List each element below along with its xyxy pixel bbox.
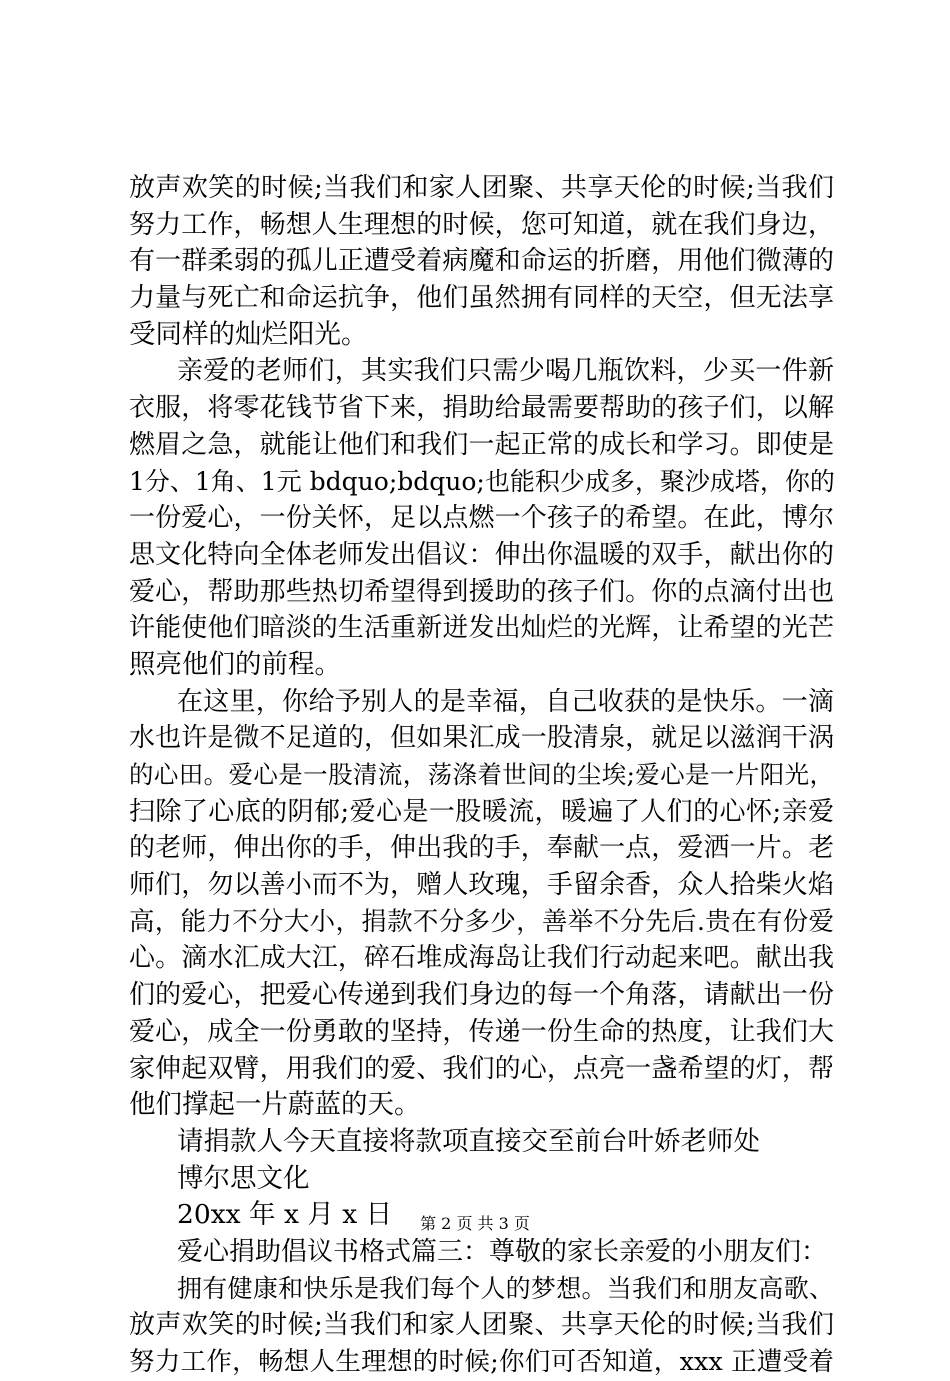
text-line: 在这里，你给予别人的是幸福，自己收获的是快乐。一滴 xyxy=(177,686,834,717)
text-line: 高，能力不分大小，捐款不分多少，善举不分先后.贵在有份爱 xyxy=(129,906,834,937)
page-footer: 第 2 页 共 3 页 xyxy=(420,1214,530,1233)
document-body xyxy=(129,170,834,1381)
text-line: 心。滴水汇成大江，碎石堆成海岛让我们行动起来吧。献出我 xyxy=(129,943,834,974)
text-line: 拥有健康和快乐是我们每个人的梦想。当我们和朋友高歌、 xyxy=(177,1273,834,1303)
text-line: 燃眉之急，就能让他们和我们一起正常的成长和学习。即使是 xyxy=(129,429,834,460)
text-line: 许能使他们暗淡的生活重新迸发出灿烂的光辉，让希望的光芒 xyxy=(129,613,834,644)
text-line: 爱心，成全一份勇敢的坚持，传递一份生命的热度，让我们大 xyxy=(129,1016,834,1047)
text-line: 20xx 年 x 月 x 日 xyxy=(177,1199,393,1231)
text-line: 的心田。爱心是一股清流，荡涤着世间的尘埃;爱心是一片阳光， xyxy=(129,760,834,789)
text-line: 扫除了心底的阴郁;爱心是一股暖流，暖遍了人们的心怀;亲爱 xyxy=(129,796,834,827)
text-line: 水也许是微不足道的，但如果汇成一股清泉，就足以滋润干涡 xyxy=(129,723,834,754)
text-line: 力量与死亡和命运抗争，他们虽然拥有同样的天空，但无法享 xyxy=(129,283,834,314)
text-line: 思文化特向全体老师发出倡议：伸出你温暖的双手，献出你的 xyxy=(129,539,834,570)
text-line: 们的爱心，把爱心传递到我们身边的每一个角落，请献出一份 xyxy=(129,980,834,1011)
text-line: 请捐款人今天直接将款项直接交至前台叶娇老师处 xyxy=(177,1125,760,1157)
text-line: 有一群柔弱的孤儿正遭受着病魔和命运的折磨，用他们微薄的 xyxy=(129,246,834,277)
text-line: 家伸起双臂，用我们的爱、我们的心，点亮一盏希望的灯，帮 xyxy=(129,1053,834,1084)
text-line: 爱心，帮助那些热切希望得到援助的孩子们。你的点滴付出也 xyxy=(129,576,834,607)
text-line: 一份爱心，一份关怀，足以点燃一个孩子的希望。在此，博尔 xyxy=(129,503,834,534)
text-line: 博尔思文化 xyxy=(177,1162,310,1194)
text-line: 努力工作，畅想人生理想的时候;你们可否知道，xxx 正遭受着 xyxy=(129,1347,834,1377)
text-line: 爱心捐助倡议书格式篇三：尊敬的家长亲爱的小朋友们： xyxy=(177,1236,828,1267)
text-line: 受同样的灿烂阳光。 xyxy=(129,318,368,350)
text-line: 亲爱的老师们，其实我们只需少喝几瓶饮料，少买一件新 xyxy=(177,356,834,387)
text-line: 照亮他们的前程。 xyxy=(129,648,341,680)
text-line: 放声欢笑的时候;当我们和家人团聚、共享天伦的时候;当我们 xyxy=(129,173,834,203)
text-line: 1分、1角、1元 bdquo;bdquo;也能积少成多，聚沙成塔，你的 xyxy=(129,466,835,496)
text-line: 师们，勿以善小而不为，赠人玫瑰，手留余香，众人拾柴火焰 xyxy=(129,870,834,901)
text-line: 他们撑起一片蔚蓝的天。 xyxy=(129,1089,421,1121)
text-line: 衣服，将零花钱节省下来，捐助给最需要帮助的孩子们，以解 xyxy=(129,393,834,424)
text-line: 努力工作，畅想人生理想的时候，您可知道，就在我们身边， xyxy=(129,209,834,240)
text-line: 的老师，伸出你的手，伸出我的手，奉献一点，爱洒一片。老 xyxy=(129,833,834,864)
text-line: 放声欢笑的时候;当我们和家人团聚、共享天伦的时候;当我们 xyxy=(129,1310,834,1341)
